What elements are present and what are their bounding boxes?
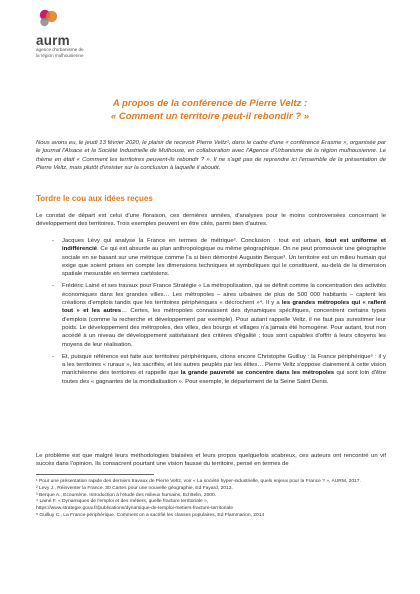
logo-wordmark: aurm [36, 33, 70, 48]
aurm-logo-mark-icon [36, 8, 62, 30]
title-line-2: « Comment un territoire peut-il rebondir ? » [110, 111, 310, 122]
bullet-list [52, 237, 387, 390]
bullet-dash: - [52, 353, 54, 360]
bullet-text: Jacques Lévy qui analyse la France en termes de métrique². Conclusion : tout est urbain, [62, 238, 326, 244]
footnote: ¹ Pour une présentation rapide des derniers travaux de Pierre Veltz, voir « La société hyper-industrielle, quels enjeux pour la France ? », AURM, 2017. [36, 479, 361, 484]
logo-subtitle-1: agence d'urbanisme de [36, 47, 84, 52]
bullet-text: . Ce qui est absurde au plan anthropologique ou même géographique. On ne peut promouvoir une géographie sociale en se basant sur une métrique comme l'a si bien démontré Augustin Berque³. Un territoire est un milieu humain qui exige que soient prises en compte les dimensions techniques et symboliques qui le constituent, au-delà de la dimension spatiale mesurable en termes cartésiens. [62, 246, 386, 278]
intro-paragraph: Nous avons eu, le jeudi 13 février 2020, le plaisir de recevoir Pierre Veltz¹, dans le cadre d'une « conférence Erasme », organisée par le journal l'Alsace et la Société Industrielle de Mulhouse, en collaboration avec l'Agence d'Urbanisme de la région mulhousienne. Le thème en était « Comment les territoires peuvent-ils rebondir ? ». Il ne s'agit pas de reprendre ici l'ensemble de la présentation de Pierre Veltz, mais plutôt d'insister sur la conclusion à laquelle il aboutit. [36, 140, 386, 171]
bullet-dash: - [52, 283, 54, 290]
aurm-logo [36, 8, 156, 59]
bullet-item [52, 237, 386, 278]
bullet-emphasis: la grande pauvreté se concentre dans les métropoles [180, 370, 335, 377]
footnotes [36, 479, 386, 520]
title-line-1: A propos de la conférence de Pierre Veltz : [112, 98, 308, 109]
bullet-emphasis: les grandes métropoles qui « raflent tout » et les autres [62, 300, 387, 315]
bullet-emphasis: tout est uniforme et indifférencié [62, 238, 386, 253]
footnote-link[interactable]: https://www.strategie.gouv.fr/publications/dynamique-de-lemploi-metiers-fracture-territoriale [36, 506, 233, 512]
paragraph-intro: Le constat de départ est celui d'une floraison, ces dernières années, d'analyses pour le moins controversées concernant le développement des territoires. Trois exemples peuvent en être cités, parmi bien d'autres. [36, 213, 386, 228]
footnote: ² Levy J., Réinventer la France. 30 Cartes pour une nouvelle géographie, Ed Fayard, 2013. [36, 485, 233, 491]
footnote: ⁵ Guilluy C., La France périphérique. Comment on a sacrifié les classes populaires, Ed Flammarion, 2014 [36, 512, 265, 518]
bullet-text: … Certes, les métropoles connaissent des dynamiques spécifiques, concentrent certains types d'emplois (comme la recherche et développement par exemple). Pour autant rappelle Veltz, il ne faut pas surestimer leur poids. Le développement des métropoles, des villes, des bourgs et villages n'a jamais été homogène. Pour autant, tout non accédé à un niveau de développement satisfaisant des critères d'égalité ; tous sont capables d'offrir à leurs citoyens les moyens de leur réalisation. [62, 308, 386, 348]
footnote-divider [36, 474, 154, 475]
bullet-dash: - [52, 238, 54, 244]
logo-subtitle-2: la région mulhousienne [36, 53, 84, 58]
bullet-text: qui sont loin d'être toutes des « gagnantes de la mondialisation ». Pour exemple, le département de la Seine Saint Denis. [62, 370, 386, 385]
paragraph-conclusion: Le problème est que malgré leurs méthodologies biaisées et leurs propos quelquefois scabreux, ces auteurs ont rencontré un vif succès dans l'opinion. Ils consacrent pourtant une vision fausse du territoire, pensé en termes de [36, 453, 386, 468]
bullet-item [52, 353, 386, 386]
footnote: ⁴ Lainé F. « Dynamiques de l'emploi et des métiers, quelle fracture territoriale », [36, 499, 209, 505]
section-heading: Tordre le cou aux idées reçues [36, 194, 153, 203]
bullet-text: Frédéric Lainé et ses travaux pour France Stratégie « La métropolisation, qui se définit comme la concentration des activités économiques dans les grandes villes… Les métropoles – aires urbaines de plus de 500 000 habitants – captent les créations d'emplois tandis que les territoires périphériques « décrochent »⁴. Il y a [62, 283, 386, 307]
bullet-item [52, 282, 387, 348]
footnote: ³ Berque A., Ecoumène. Introduction à l'étude des milieux humains, Ed Belin, 2000. [36, 492, 217, 498]
bullet-text: Et, puisque référence est faite aux territoires périphériques, citons encore Christophe Guilluy : la France périphérique⁵ : il y a les territoires « ruraux », les sacrifiés, et les autres peuplés par les élites… Pierre Veltz s'oppose clairement à cette vision manichéenne des territoires et rappelle que [62, 353, 386, 377]
page-title [0, 97, 420, 123]
